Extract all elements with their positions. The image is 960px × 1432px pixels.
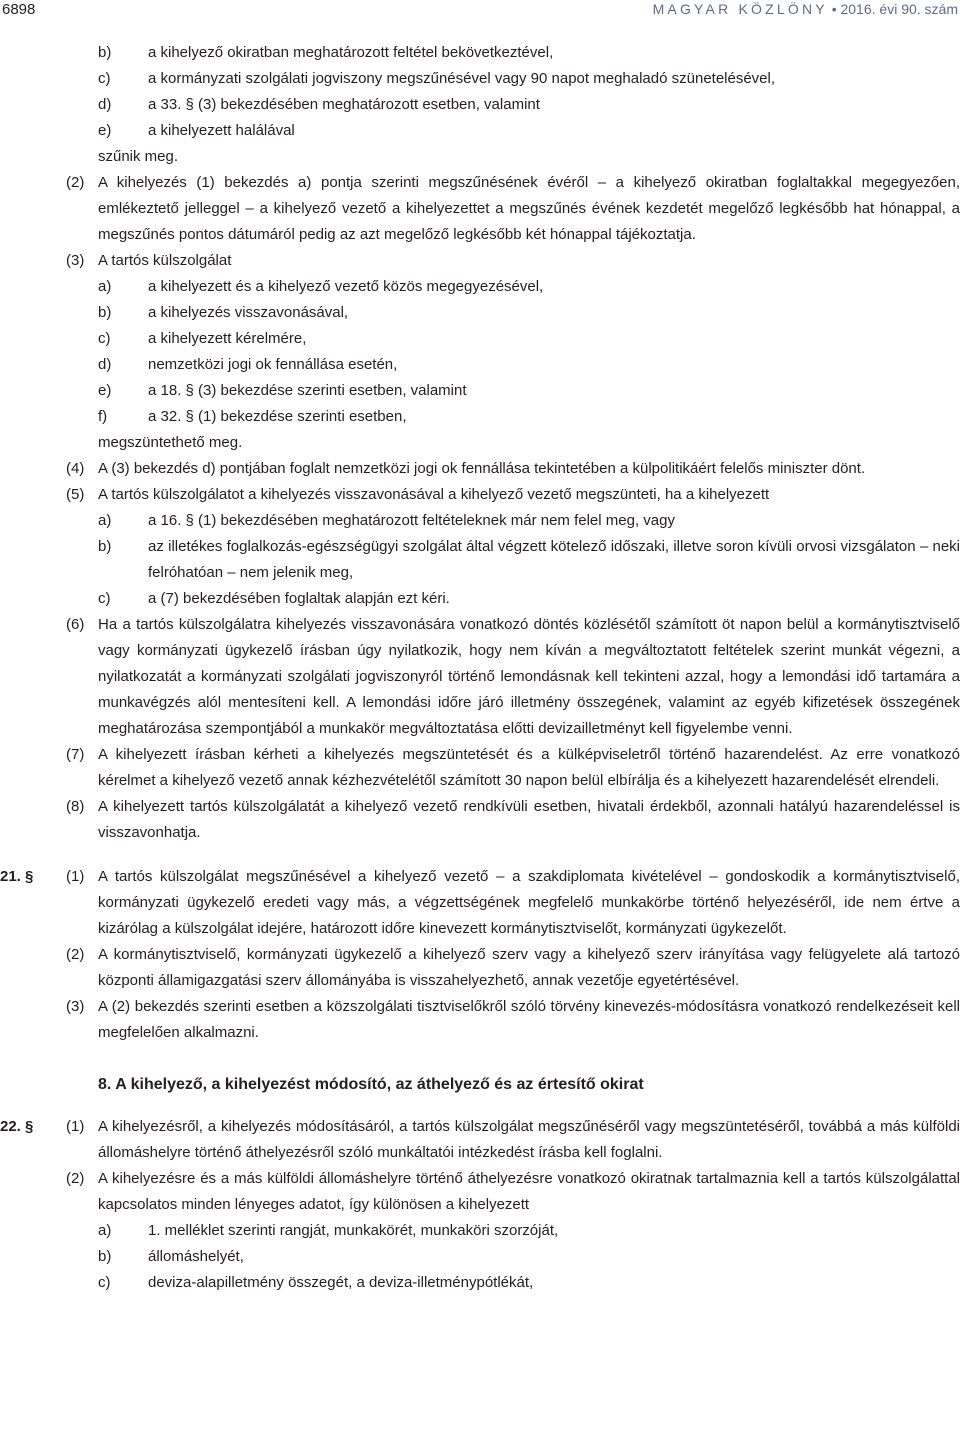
paragraph-number: (5) (66, 486, 85, 503)
item-text: a kihelyező okiratban meghatározott feltétel bekövetkeztével, (148, 44, 554, 61)
paragraph-text: A kihelyezett írásban kérheti a kihelyezés megszüntetését és a külképviseletről történő hazarendelést. Az erre vonatkozó kérelmet a kihelyező vezető annak kézhezvételétől számított 30 napon belül elbírálja és a kihelyezett hazarendelését elrendeli. (98, 746, 960, 789)
item-letter: b) (98, 538, 112, 555)
item-text: állomáshelyét, (148, 1248, 244, 1265)
list-item (0, 274, 960, 300)
item-text: a 33. § (3) bekezdésében meghatározott esetben, valamint (148, 96, 540, 113)
list-item (0, 508, 960, 534)
publication-line (653, 1, 958, 17)
section-22-paragraph-1 (0, 1114, 960, 1166)
list-item (0, 534, 960, 586)
paragraph-text: A (3) bekezdés d) pontjában foglalt nemzetközi jogi ok fennállása tekintetében a külpolitikáért felelős miniszter dönt. (98, 460, 866, 477)
item-letter: b) (98, 1248, 112, 1265)
item-letter: d) (98, 356, 112, 373)
item-letter: b) (98, 304, 112, 321)
item-text: a 16. § (1) bekezdésében meghatározott feltételeknek már nem felel meg, vagy (148, 512, 675, 529)
section-21-paragraph-2 (0, 942, 960, 994)
paragraph-text: A kormánytisztviselő, kormányzati ügykezelő a kihelyező szerv vagy a kihelyező szerv irányítása vagy felügyelete alá tartozó központi államigazgatási szerv állományába is visszahelyezhető, annak vezetője egyetértésével. (98, 946, 960, 989)
item-letter: c) (98, 70, 111, 87)
item-letter: a) (98, 1222, 112, 1239)
list-item (0, 586, 960, 612)
paragraph-number: (1) (66, 868, 85, 885)
paragraph-number: (3) (66, 998, 85, 1015)
closing-text: megszüntethető meg. (98, 434, 243, 451)
paragraph-6 (0, 612, 960, 742)
item-letter: c) (98, 330, 111, 347)
item-text: a kihelyezett halálával (148, 122, 295, 139)
item-letter: a) (98, 278, 112, 295)
paragraph-text: A tartós külszolgálatot a kihelyezés visszavonásával a kihelyező vezető megszünteti, ha a kihelyezett (98, 486, 770, 503)
paragraph-text: A tartós külszolgálat (98, 252, 232, 269)
item-text: deviza-alapilletmény összegét, a deviza-illetménypótlékát, (148, 1274, 534, 1291)
paragraph-8 (0, 794, 960, 846)
item-text: a 18. § (3) bekezdése szerinti esetben, valamint (148, 382, 467, 399)
publication-name: MAGYAR KÖZLÖNY (652, 1, 828, 17)
issue-label: 2016. évi 90. szám (840, 1, 958, 17)
list-item (0, 404, 960, 430)
item-letter: c) (98, 590, 111, 607)
paragraph-number: (1) (66, 1118, 85, 1135)
paragraph-text: A kihelyezésről, a kihelyezés módosításáról, a tartós külszolgálat megszűnéséről vagy megszüntetéséről, továbbá a más külföldi állomáshelyre történő áthelyezésről szóló munkáltatói intézkedést írásba kell foglalni. (98, 1118, 960, 1161)
list-item (0, 326, 960, 352)
spacer (0, 846, 960, 864)
item-text: nemzetközi jogi ok fennállása esetén, (148, 356, 398, 373)
list-item (0, 40, 960, 66)
item-letter: e) (98, 122, 112, 139)
list-item (0, 1270, 960, 1296)
separator-dot: • (831, 1, 837, 17)
paragraph-7 (0, 742, 960, 794)
item-letter: f) (98, 408, 108, 425)
closing-text: szűnik meg. (98, 148, 179, 165)
paragraph-3 (0, 248, 960, 274)
paragraph-number: (8) (66, 798, 85, 815)
paragraph-number: (6) (66, 616, 85, 633)
document-body (0, 40, 960, 1296)
section-number: 21. § (0, 868, 34, 885)
paragraph-5 (0, 482, 960, 508)
paragraph-number: (7) (66, 746, 85, 763)
paragraph-text: A (2) bekezdés szerinti esetben a közszolgálati tisztviselőkről szóló törvény kinevezés-módosításra vonatkozó rendelkezéseit kell megfelelően alkalmazni. (98, 998, 960, 1041)
section-21-paragraph-1 (0, 864, 960, 942)
paragraph-text: Ha a tartós külszolgálatra kihelyezés visszavonására vonatkozó döntés közlésétől számított öt napon belül a kormánytisztviselő vagy kormányzati ügykezelő írásban úgy nyilatkozik, hogy nem kíván a megváltoztatott feltételek szerint munkát végezni, a nyilatkozatát a kormányzati szolgálati jogviszonyról történő lemondásnak kell tekinteni azzal, hogy a lemondási idő tartamára a munkavégzés alól mentesíteni kell. A lemondási időre járó illetmény összegének, valamint az egyéb kifizetések összegének meghatározása szempontjából a munkakör megváltoztatása előtti devizailletményt kell figyelembe venni. (98, 616, 960, 737)
list-item (0, 300, 960, 326)
item-text: a kihelyezett és a kihelyező vezető közös megegyezésével, (148, 278, 544, 295)
chapter-heading: 8. A kihelyező, a kihelyezést módosító, az áthelyező és az értesítő okirat (98, 1076, 644, 1093)
item-letter: d) (98, 96, 112, 113)
item-text: az illetékes foglalkozás-egészségügyi szolgálat által végzett kötelező időszaki, illetve soron kívüli orvosi vizsgálaton – neki felróhatóan – nem jelenik meg, (148, 538, 960, 581)
paragraph-number: (2) (66, 1170, 85, 1187)
list-item (0, 92, 960, 118)
list-item (0, 378, 960, 404)
paragraph-number: (4) (66, 460, 85, 477)
list-item (0, 66, 960, 92)
paragraph-text: A kihelyezett tartós külszolgálatát a kihelyező vezető rendkívüli esetben, hivatali érdekből, azonnali hatályú hazarendeléssel is visszavonhatja. (98, 798, 960, 841)
paragraph-text: A tartós külszolgálat megszűnésével a kihelyező vezető – a szakdiplomata kivételével – gondoskodik a kormánytisztviselő, kormányzati ügykezelő eredeti vagy más, a végzettségének megfelelő munkakörbe történő helyezéséről, ide nem értve a kizárólag a külszolgálat idejére, határozott időre kinevezett kormánytisztviselőt, kormányzati ügykezelőt. (98, 868, 960, 937)
list-item (0, 118, 960, 144)
paragraph-4 (0, 456, 960, 482)
item-text: a 32. § (1) bekezdése szerinti esetben, (148, 408, 407, 425)
page-number: 6898 (2, 1, 36, 18)
section-number: 22. § (0, 1118, 34, 1135)
list-item (0, 352, 960, 378)
list-item (0, 1218, 960, 1244)
item-text: a kihelyezés visszavonásával, (148, 304, 349, 321)
item-letter: e) (98, 382, 112, 399)
item-letter: c) (98, 1274, 111, 1291)
paragraph-2 (0, 170, 960, 248)
paragraph-number: (2) (66, 946, 85, 963)
section-22-paragraph-2 (0, 1166, 960, 1218)
item-text: a kormányzati szolgálati jogviszony megszűnésével vagy 90 napot meghaladó szünetelésével, (148, 70, 776, 87)
section-21-paragraph-3 (0, 994, 960, 1046)
paragraph-text: A kihelyezés (1) bekezdés a) pontja szerinti megszűnésének évéről – a kihelyező okiratban foglaltakkal megegyezően, emlékeztető jelleggel – a kihelyező vezető a kihelyezettet a megszűnés évének kezdetét megelőző legkésőbb hat hónappal, a megszűnés pontos dátumáról pedig az azt megelőző legkésőbb két hónappal tájékoztatja. (98, 174, 960, 243)
item-text: 1. melléklet szerinti rangját, munkakörét, munkaköri szorzóját, (148, 1222, 559, 1239)
page-header (0, 0, 960, 22)
item-letter: b) (98, 44, 112, 61)
paragraph-text: A kihelyezésre és a más külföldi állomáshelyre történő áthelyezésre vonatkozó okiratnak tartalmaznia kell a tartós külszolgálattal kapcsolatos minden lényeges adatot, így különösen a kihelyezett (98, 1170, 960, 1213)
list-item (0, 1244, 960, 1270)
item-text: a kihelyezett kérelmére, (148, 330, 307, 347)
item-text: a (7) bekezdésében foglaltak alapján ezt kéri. (148, 590, 450, 607)
paragraph-number: (2) (66, 174, 85, 191)
item-letter: a) (98, 512, 112, 529)
paragraph-number: (3) (66, 252, 85, 269)
